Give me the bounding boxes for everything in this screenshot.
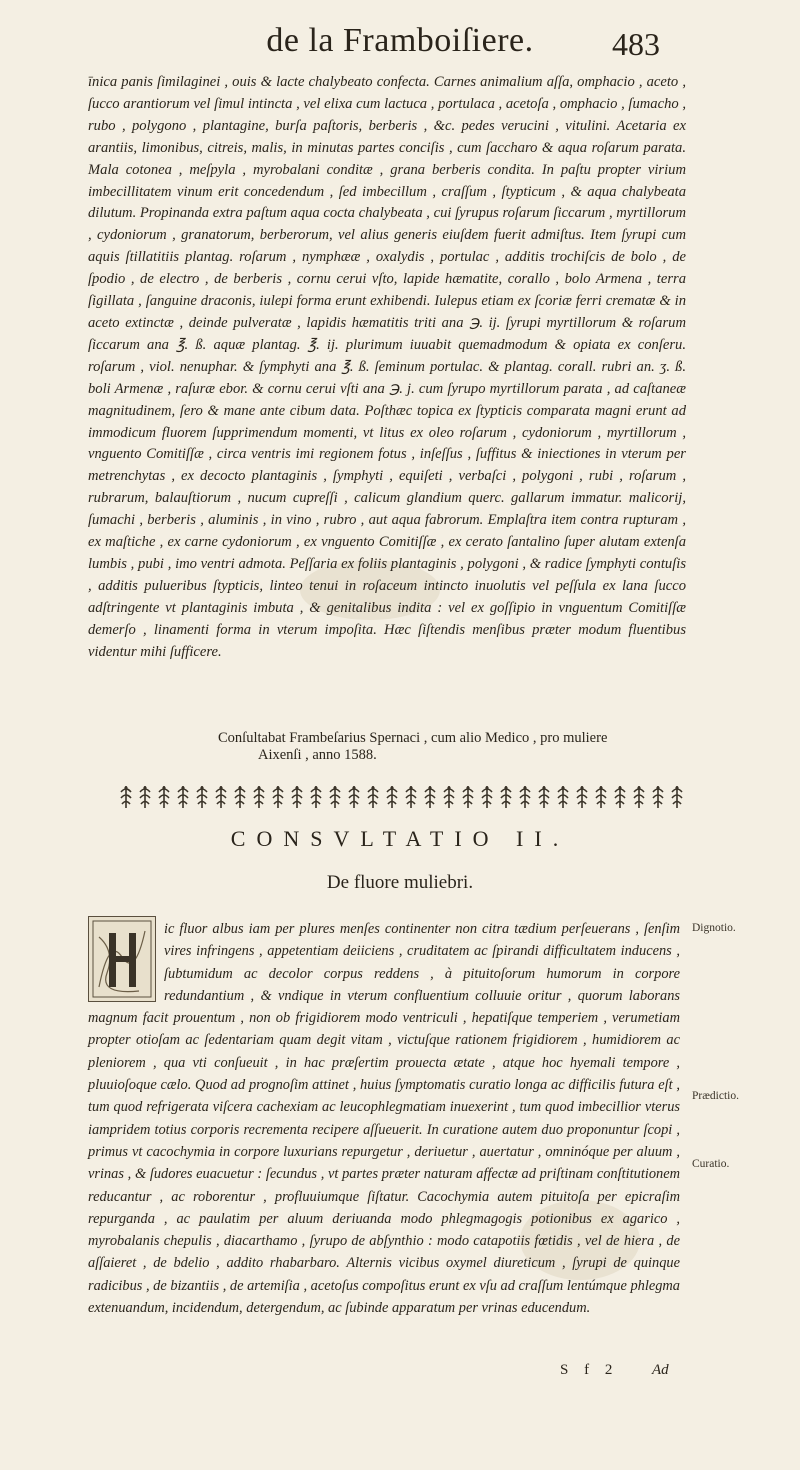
page-number: 483 [612, 26, 660, 62]
attribution-line-1: Conſultabat Frambeſarius Spernaci , cum alio Medico , pro muliere [218, 730, 608, 746]
fleuron-icon [346, 784, 362, 810]
catchword: Ad [652, 1362, 669, 1378]
margin-note-praedictio: Prædictio. [692, 1090, 739, 1102]
fleuron-icon [631, 784, 647, 810]
margin-note-dignotio: Dignotio. [692, 922, 736, 934]
attribution-line-2: Aixenſi , anno 1588. [258, 747, 377, 763]
signature-mark: S f 2 [560, 1362, 619, 1378]
fleuron-icon [422, 784, 438, 810]
fleuron-icon [137, 784, 153, 810]
fleuron-icon [574, 784, 590, 810]
section-subtitle: De fluore muliebri. [326, 872, 474, 893]
consilium-text: īnica panis ſimilaginei , ouis & lacte chalybeato confecta. Carnes animalium aſſa, omphacio , aceto , ſucco arantiorum vel ſimul intincta , vel elixa cum lactuca , portulaca , acetoſa , omphacio , ſumacho , rubo , polygono , plantagine, burſa paſtoris, berberis , &c. pedes verucini , vitulini. Acetaria ex arantiis, limonibus, citreis, malis, in minutas partes conciſis , cum ſaccharo & aqua roſarum parata. Mala cotonea , meſpyla , myrobalani conditæ , grana berberis condita. In paſtu propter virium imbecillitatem vinum erit concedendum , ſed imbecillum , craſſum , ſtypticum , & aqua chalybeata dilutum. Propinanda extra paſtum aqua cocta chalybeata , cui ſyrupus roſarum ſiccarum , myrtillorum , cydoniorum , granatorum, berberorum, vel alius generis eiuſdem fuerit admiſtus. Item ſyrupi cum aquis ſtillatitiis plantag. roſarum , nymphææ , oxalydis , portulac , additis trochiſcis de bolo , de ſpodio , de electro , de berberis , cornu cerui vſto, lapide hæmatite, corallo , bolo Armena , terra ſigillata , ſanguine draconis, iulepi forma erunt exhibendi. Iulepus etiam ex ſcoriæ ferri crematæ & in aceto extinctæ , deinde pulveratæ , lapidis hæmatitis triti ana ℈. ij. ſyrupi myrtillorum & roſarum ſiccarum ana ℥. ß. aquæ plantag. ℥. ij. plurimum iuuabit quemadmodum & opiata ex conſeru. roſarum , viol. nenuphar. & ſymphyti ana ℥. ß. ſeminum portulac. & plantag. corall. rubri an. ʒ. ß. boli Armenæ , raſuræ ebor. & cornu cerui vſti ana ℈. j. cum ſyrupo myrtillorum parata , ad caſtaneæ magnitudinem, ſero & mane ante cibum data. Poſthæc topica ex ſtypticis comparata magni erunt ad immodicum fluorem ſupprimendum momenti, vt litus ex oleo roſarum , cydoniorum , myrtillorum , vnguento Comitiſſæ , circa ventris imi regionem fotus , inſeſſus , ſuffitus & iniectiones in vterum per metrenchytas , ex decocto plantaginis , ſymphyti , equiſeti , verbaſci , polygoni , rubi , roſarum , rubrarum, balauſtiorum , nucum cupreſſi , calicum glandium querc. gallarum immatur. malicorij, ſumachi , berberis , aluminis , in vino , rubro , aut aqua fabrorum. Emplaſtra item contra rupturam , ex maſtiche , ex carne cydoniorum , ex vnguento Comitiſſæ , ex cerato ſantalino ſuper alutam extenſa lumbis , pubi , imo ventri admota. Peſſaria ex foliis plantaginis , polygoni , & radice ſymphyti contuſis , additis pulueribus ſtypticis, linteo tenui in roſaceum intincto inuolutis vel peſſula ex lana ſucco adſtringente vt plantaginis imbuta , & genitalibus indita : vel ex goſſipio in vnguentum Comitiſſæ demerſo , linamenti forma in vterum impoſita. Hæc ſiſtendis menſibus præter modum fluentibus videntur mihi ſufficere. [88, 74, 687, 660]
fleuron-icon [156, 784, 172, 810]
fleuron-icon [612, 784, 628, 810]
fleuron-icon [403, 784, 419, 810]
typographic-ornament-band [118, 784, 688, 812]
fleuron-icon [251, 784, 267, 810]
fleuron-icon [498, 784, 514, 810]
fleuron-icon [517, 784, 533, 810]
fleuron-icon [479, 784, 495, 810]
consultatio-body [88, 918, 680, 1319]
fleuron-icon [441, 784, 457, 810]
section-heading: CONSVLTATIO II. [230, 826, 570, 851]
fleuron-icon [650, 784, 666, 810]
initial-spacer [88, 918, 164, 1002]
fleuron-icon [384, 784, 400, 810]
running-head: de la Framboiſiere. [266, 22, 534, 59]
fleuron-icon [270, 784, 286, 810]
fleuron-icon [669, 784, 685, 810]
fleuron-icon [232, 784, 248, 810]
consultatio-text: ic fluor albus iam per plures menſes continenter non citra tædium perſeuerans , ſenſim vires infringens , appetentiam deiiciens , cruditatem ac ſpirandi difficultatem inducens , ſubtumidum ac decolor corpus reddens , à pituitoſorum humorum in corpore redundantium , & vndique in vterum confluentium colluuie oritur , quorum laborans magnum facit prouentum , non ob frigidiorem modo ventriculi , hepatiſque temperiem , verumetiam propter otioſam ac ſedentariam quam degit vitam , victuſque rationem frigidiorem , humidiorem ac pleniorem , qua vti conſueuit , in hac præſertim prouecta ætate , atque hoc hyemali tempore , pluuioſoque cælo. Quod ad prognoſim attinet , huius ſymptomatis curatio longa ac difficilis futura eſt , tum quod refrigerata viſcera cachexiam ac leucophlegmatiam inuexerint , tum quod imbecillior vterus iampridem totius corporis recrementa recipere aſſueuerit. In curatione autem duo proponuntur ſcopi , primus vt cacochymia in corpore luxurians repurgetur , deriuetur , auertatur , omninóque per aluum , vrinas , & ſudores euacuetur : ſecundus , vt partes præter naturam affectæ ad priſtinam conſtitutionem reducantur , ac roborentur , profluuiumque ſiſtatur. Cacochymia autem pituitoſa per epicraſim repurganda , ac paulatim per aluum deriuanda modo phlegmagogis potionibus ex agarico , myrobalanis chepulis , diacarthamo , ſyrupo de abſynthio : modo catapotiis fœtidis , vel de hiera , de aſſaieret , de bdelio , addito rhabarbaro. Alternis vicibus oxymel diureticum , ſyrupi de quinque radicibus , de bizantiis , de artemiſia , acetoſus compoſitus erunt ex vſu ad craſſum lentúmque phlegma extenuandum, incidendum, detergendum, ac ſubinde apparatum per vrinas educendum. [88, 921, 680, 1317]
fleuron-icon [555, 784, 571, 810]
fleuron-icon [175, 784, 191, 810]
fleuron-icon [194, 784, 210, 810]
fleuron-icon [213, 784, 229, 810]
fleuron-icon [308, 784, 324, 810]
margin-note-curatio: Curatio. [692, 1158, 730, 1170]
fleuron-icon [327, 784, 343, 810]
fleuron-icon [289, 784, 305, 810]
fleuron-icon [365, 784, 381, 810]
fleuron-icon [460, 784, 476, 810]
fleuron-icon [536, 784, 552, 810]
fleuron-icon [593, 784, 609, 810]
fleuron-icon [118, 784, 134, 810]
